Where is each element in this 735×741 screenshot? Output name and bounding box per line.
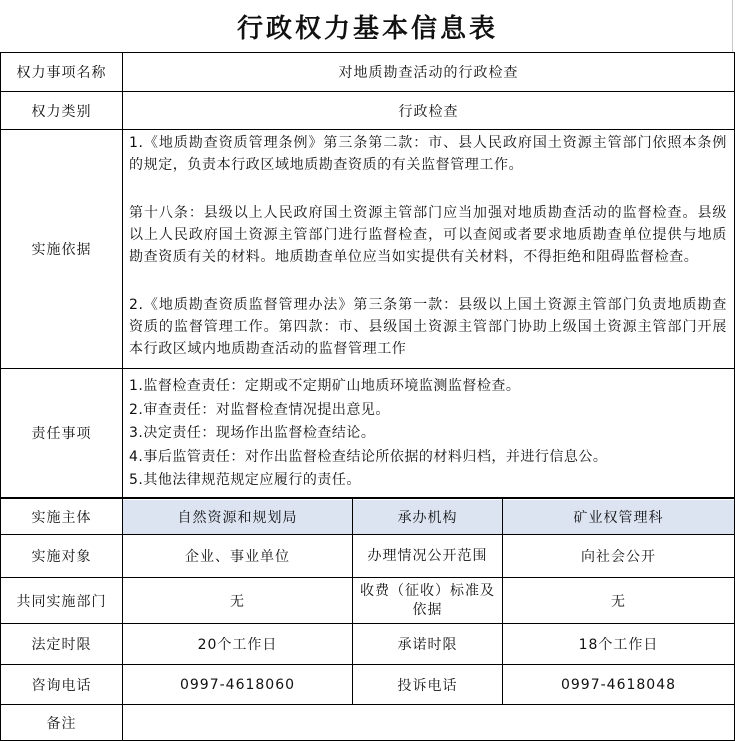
legal-limit-value: 20个工作日: [197, 637, 278, 653]
remarks-value: [123, 705, 734, 740]
list-item: 3.决定责任：现场作出监督检查结论。: [129, 425, 376, 441]
subject-label: 实施主体: [31, 509, 92, 526]
basis-paragraph-3: 2.《地质勘查资质监督管理办法》第三条第一款：县级以上国土资源主管部门负责地质勘查资质的监督管理工作。第四款：市、县级国土资源主管部门协助上级国土资源主管部门开展本行政区域内地质勘查活动的监督管理工作: [129, 297, 727, 357]
handling-agency-value: 矿业权管理科: [573, 509, 664, 526]
power-name-value: 对地质勘查活动的行政检查: [338, 65, 519, 81]
fee-standard-value: 无: [611, 593, 626, 610]
basis-paragraph-1: 1.《地质勘查资质管理条例》第三条第二款：市、县人民政府国土资源主管部门依照本条例的规定，负责本行政区域地质勘查资质的有关监督管理工作。: [129, 135, 727, 173]
promised-limit-value: 18个工作日: [578, 637, 659, 653]
complaint-phone-label: 投诉电话: [397, 677, 458, 694]
basis-label: 实施依据: [31, 242, 92, 258]
consult-phone-label: 咨询电话: [31, 677, 92, 694]
responsibilities-label: 责任事项: [31, 426, 92, 442]
fee-standard-label: 收费（征收）标准及依据: [360, 582, 495, 618]
consult-phone-value: 0997-4618060: [179, 676, 296, 693]
joint-dept-label: 共同实施部门: [16, 593, 107, 610]
basis-paragraph-2: 第十八条：县级以上人民政府国土资源主管部门应当加强对地质勘查活动的监督检查。县级以上人民政府国土资源主管部门进行监督检查，可以查阅或者要求地质勘查单位提供与地质勘查资质有关的材料。地质勘查单位应当如实提供有关材料，不得拒绝和阻碍监督检查。: [129, 205, 727, 265]
list-item: 4.事后监管责任：对作出监督检查结论所依据的材料归档，并进行信息公。: [129, 448, 608, 465]
power-type-value: 行政检查: [398, 103, 459, 120]
list-item: 5.其他法律规范规定应履行的责任。: [129, 472, 361, 488]
list-item: 1.监督检查责任：定期或不定期矿山地质环境监测监督检查。: [129, 378, 521, 394]
list-item: 2.审查责任：对监督检查情况提出意见。: [129, 401, 390, 418]
disclosure-scope-label: 办理情况公开范围: [367, 548, 488, 564]
remarks-label: 备注: [46, 715, 77, 732]
legal-limit-label: 法定时限: [31, 637, 92, 653]
handling-agency-label: 承办机构: [397, 509, 458, 526]
complaint-phone-value: 0997-4618048: [560, 676, 677, 693]
subject-value: 自然资源和规划局: [177, 509, 298, 526]
power-type-label: 权力类别: [31, 103, 92, 120]
power-name-label: 权力事项名称: [16, 65, 107, 81]
responsibilities-list: [129, 375, 729, 493]
promised-limit-label: 承诺时限: [397, 637, 458, 653]
basis-content: [123, 130, 734, 368]
joint-dept-value: 无: [230, 593, 245, 610]
page-title: 行政权力基本信息表: [236, 13, 498, 44]
disclosure-scope-value: 向社会公开: [581, 549, 656, 565]
target-value: 企业、事业单位: [185, 549, 290, 565]
target-label: 实施对象: [31, 549, 92, 565]
